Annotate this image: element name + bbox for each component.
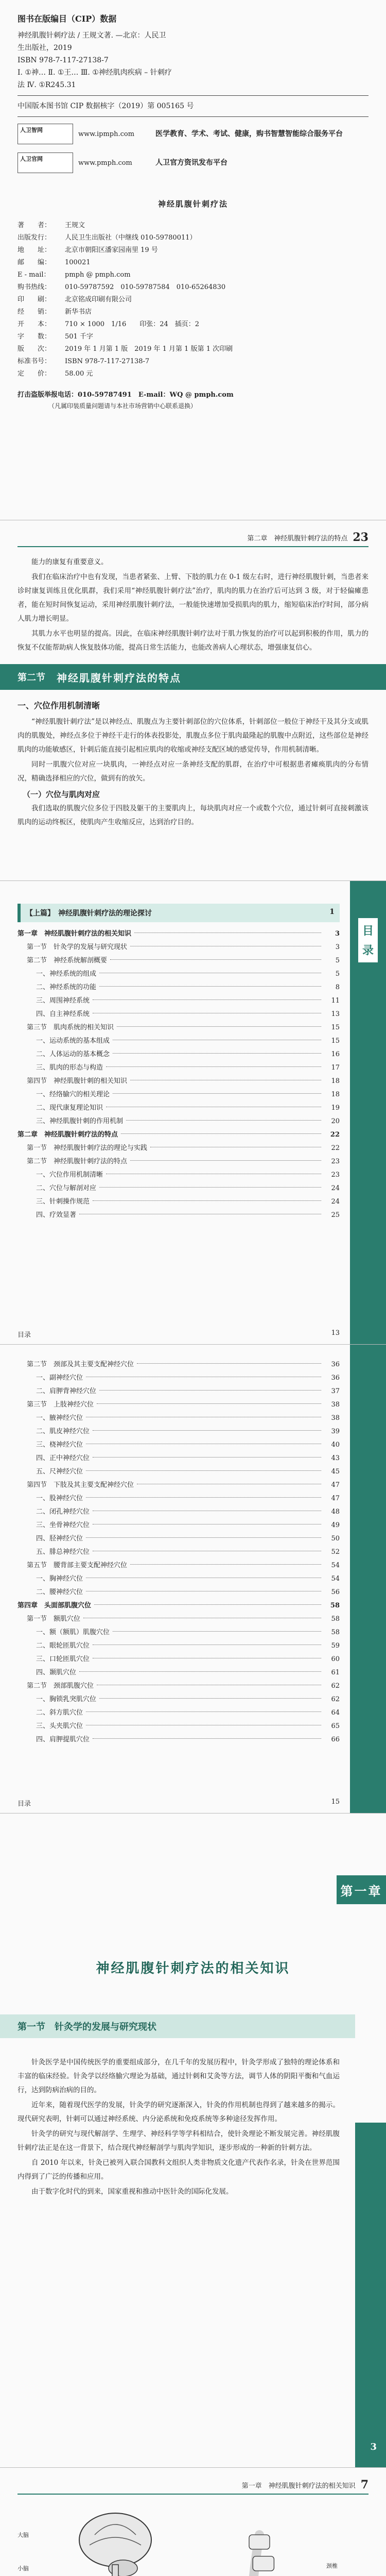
toc-entry-page: 54 <box>331 1562 340 1569</box>
figure-label: 颈椎 <box>326 2563 338 2569</box>
toc-leader-dots <box>86 1537 321 1538</box>
toc-entry-page: 24 <box>331 1198 340 1206</box>
toc-entry-title: 四、肩胛提肌穴位 <box>36 1736 90 1743</box>
copyright-value: 北京铭成印刷有限公司 <box>65 296 132 303</box>
copyright-label: 字 数： <box>17 333 51 341</box>
page-footer <box>17 1329 340 1339</box>
copyright-value: 58.00 元 <box>65 370 93 378</box>
toc-entry[interactable] <box>17 1371 340 1385</box>
toc-entry-page: 56 <box>331 1588 340 1596</box>
toc-entry-page: 23 <box>331 1158 340 1165</box>
toc-entry[interactable] <box>17 1008 340 1021</box>
copyright-value: 501 千字 <box>65 333 93 341</box>
toc-entry-title: 三、神经肌腹针刺的作用机制 <box>36 1117 124 1125</box>
toc-entry-page: 61 <box>331 1669 340 1676</box>
running-head <box>17 2478 369 2495</box>
toc-entry-title: 一、胸神经穴位 <box>36 1575 83 1583</box>
paragraph: 我们选取的肌腹穴位多位于四肢及躯干的主要肌肉上，每块肌肉对应一个或数个穴位，通过针刺可直接刺激该肌肉的运动终板区，使肌肉产生收缩反应，达到治疗目的。 <box>17 804 369 826</box>
toc-leader-dots <box>137 1363 321 1364</box>
paragraph: 我们在临床治疗中也有发现，当患者紧张、上臂、下肢的肌力在 0-1 级左右时，进行神经肌腹针刺，当患者来诊时康复训练且优化肌群，我们采用“神经肌腹针刺疗法”治疗，肌肉的肌力在治疗后可达到 3 级，对于轻偏瘫患者，能在短时间恢复运动，采用神经肌腹针刺疗法，一般能快速增加受损肌肉的肌力，缩短临床治疗时间，部分病人肌力增长明显。 <box>17 573 369 623</box>
toc-entry[interactable] <box>17 1693 340 1706</box>
toc-entry[interactable] <box>17 1532 340 1546</box>
toc-entry[interactable] <box>17 1021 340 1035</box>
toc-entry-title: 第二节 颈部肌腹穴位 <box>27 1682 94 1690</box>
toc-entry[interactable] <box>17 1626 340 1639</box>
toc-entry-title: 四、胫神经穴位 <box>36 1535 83 1543</box>
figure-label: 小脑 <box>17 2565 29 2572</box>
return-note: （凡属印装质量问题请与本社市场营销中心联系退换） <box>48 402 197 410</box>
toc-entry-title: 第二节 神经肌腹针刺疗法的特点 <box>27 1158 128 1165</box>
toc-entry-title: 五、尺神经穴位 <box>36 1468 83 1476</box>
toc-entry-title: 一、运动系统的基本组成 <box>36 1037 110 1045</box>
toc-entry-title: 一、神经系统的组成 <box>36 970 97 978</box>
toc-entry-page: 45 <box>331 1468 340 1476</box>
paragraph: 针灸学的研究与现代解剖学、生理学、神经科学等学科相结合，使针灸理论不断发展完善。神经肌腹针刺疗法正是在这一背景下，结合现代神经解剖学与肌肉学知识，逐步形成的一种新的针刺方法。 <box>17 2130 340 2152</box>
copyright-row <box>17 331 369 343</box>
cip-line: 神经肌腹针刺疗法 / 王规文著. —北京：人民卫 <box>17 31 166 40</box>
toc-entry-page: 58 <box>331 1615 340 1623</box>
paragraph: 能力的康复有重要意义。 <box>31 558 108 566</box>
toc-rows <box>17 927 340 1222</box>
copyright-row <box>17 318 369 331</box>
toc-leader-dots <box>93 1457 321 1458</box>
toc-entry-title: 第四节 神经肌腹针刺的相关知识 <box>27 1077 128 1085</box>
copyright-label: 开 本： <box>17 320 51 328</box>
copyright-row <box>17 355 369 368</box>
paragraph: 针灸医学是中国传统医学的重要组成部分，在几千年的发展历程中，针灸学形成了独特的理论体系和丰富的临床经验。针灸学以经络腧穴理论为基础，通过针刺和艾灸等方法，调节人体的阴阳平衡和气血运行，达到防病治病的目的。 <box>17 2058 340 2094</box>
toc-leader-dots <box>130 1564 321 1565</box>
page-footer <box>17 1798 340 1808</box>
toc-entry-page: 18 <box>331 1077 340 1085</box>
copyright-row <box>17 219 369 232</box>
toc-part-heading[interactable] <box>17 904 340 922</box>
toc-entry[interactable] <box>17 1195 340 1209</box>
copyright-label: 标准书号： <box>17 358 51 365</box>
toc-entry-page: 23 <box>331 1171 340 1179</box>
toc-entry[interactable] <box>17 1425 340 1438</box>
toc-entry-title: 五、腓总神经穴位 <box>36 1548 90 1556</box>
cip-line: 生出版社，2019 <box>17 44 72 52</box>
toc-entry-title: 第四节 下肢及其主要支配神经穴位 <box>27 1481 134 1489</box>
toc-entry-page: 20 <box>331 1117 340 1125</box>
toc-leader-dots <box>99 1390 321 1391</box>
page-number: 15 <box>331 1798 340 1806</box>
cip-line: ISBN 978-7-117-27138-7 <box>17 56 109 64</box>
copyright-value: 新华书店 <box>65 308 92 316</box>
toc-entry-title: 四、自主神经系统 <box>36 1010 90 1018</box>
section-band: 第一节 针灸学的发展与研究现状 <box>0 2014 355 2038</box>
toc-entry[interactable] <box>17 1061 340 1075</box>
toc-leader-dots <box>93 999 321 1000</box>
toc-entry-page: 54 <box>331 1575 340 1583</box>
cip-line: Ⅰ. ①神… Ⅱ. ①王… Ⅲ. ①神经肌肉疾病 – 针刺疗 <box>17 69 172 77</box>
toc-entry[interactable] <box>17 927 340 941</box>
toc-leader-dots <box>113 1631 321 1632</box>
cip-block <box>17 29 369 117</box>
toc-entry[interactable] <box>17 1128 340 1142</box>
toc-entry-title: 四、正中神经穴位 <box>36 1454 90 1462</box>
toc-leader-dots <box>79 1671 321 1672</box>
paragraph: “神经肌腹针刺疗法”是以神经点、肌腹点为主要针刺部位的穴位体系，针刺部位一般位于神经干及其分支或肌肉的肌腹处，神经点多位于神经干走行的体表投影处，肌腹点多位于肌肉最隆起的肌腹中点附近，这些部位是神经肌肉的功能敏感区，针刺后能直接引起相应肌肉的收缩或神经支配区域的感觉传导，作用机制清晰。 <box>17 718 369 754</box>
toc-leader-dots <box>110 959 321 960</box>
chapter2-page <box>0 520 386 881</box>
toc-entry-title: 第二章 神经肌腹针刺疗法的特点 <box>17 1131 118 1139</box>
toc-rows <box>17 1358 340 1747</box>
copyright-label: 经 销： <box>17 308 51 316</box>
page-number: 13 <box>331 1329 340 1337</box>
toc-entry-page: 11 <box>331 997 340 1005</box>
toc-entry-title: 一、经络腧穴的相关理论 <box>36 1091 110 1098</box>
logo-box: 人卫官网 <box>17 152 73 173</box>
toc-entry-page: 36 <box>331 1361 340 1368</box>
divider <box>17 116 369 117</box>
copyright-label: 地 址： <box>17 246 51 254</box>
spine-figure <box>17 2504 369 2576</box>
toc-entry[interactable] <box>17 1209 340 1222</box>
subheading: （一）穴位与肌肉对应 <box>23 790 100 799</box>
toc-entry-page: 58 <box>330 1602 340 1609</box>
toc-entry-page: 38 <box>331 1401 340 1409</box>
toc-entry-page: 8 <box>335 984 340 991</box>
toc-entry-page: 24 <box>331 1184 340 1192</box>
toc-entry-title: 二、神经系统的功能 <box>36 984 97 991</box>
toc-leader-dots <box>113 1053 321 1054</box>
copyright-label: 版 次： <box>17 345 51 353</box>
copyright-row <box>17 343 369 355</box>
toc-leader-dots <box>86 1711 321 1712</box>
toc-entry[interactable] <box>17 994 340 1008</box>
toc-entry-page: 62 <box>331 1682 340 1690</box>
toc-entry[interactable] <box>17 1706 340 1720</box>
copyright-value: 100021 <box>65 259 91 266</box>
cip-line: 法 Ⅳ. ①R245.31 <box>17 81 76 89</box>
toc-entry[interactable] <box>17 1586 340 1599</box>
toc-entry-page: 50 <box>331 1535 340 1543</box>
toc-entry-title: 二、肩胛背神经穴位 <box>36 1387 97 1395</box>
toc-entry-page: 58 <box>331 1629 340 1636</box>
running-head-title: 第一章 神经肌腹针刺疗法的相关知识 <box>241 2482 356 2490</box>
toc-entry[interactable] <box>17 1115 340 1128</box>
chapter-body <box>17 2056 340 2200</box>
toc-entry-page: 22 <box>331 1144 340 1152</box>
spinal-cord-drawing <box>54 2513 177 2576</box>
toc-entry-title: 一、腋神经穴位 <box>36 1414 83 1422</box>
toc-entry-title: 一、股神经穴位 <box>36 1495 83 1502</box>
copyright-row <box>17 244 369 257</box>
toc-entry-page: 18 <box>331 1091 340 1098</box>
toc-list <box>17 1358 340 1747</box>
toc-entry[interactable] <box>17 1155 340 1168</box>
spine-illustration <box>17 2504 369 2576</box>
logo-text: 人卫官方资讯发布平台 <box>155 159 227 167</box>
toc-entry[interactable] <box>17 1720 340 1733</box>
toc-leader-dots <box>86 1470 321 1471</box>
toc-leader-dots <box>106 1066 321 1067</box>
toc-entry[interactable] <box>17 1680 340 1693</box>
toc-entry-title: 第一节 额肌穴位 <box>27 1615 81 1623</box>
toc-entry[interactable] <box>17 1733 340 1747</box>
toc-entry[interactable] <box>17 1048 340 1061</box>
logo-url[interactable]: www.pmph.com <box>78 159 132 167</box>
toc-entry-page: 36 <box>331 1374 340 1382</box>
toc-entry-title: 一、副神经穴位 <box>36 1374 83 1382</box>
toc-leader-dots <box>97 1403 321 1404</box>
toc-entry-title: 二、腰神经穴位 <box>36 1588 83 1596</box>
toc-leader-dots <box>99 1698 321 1699</box>
toc-entry-page: 3 <box>335 943 340 951</box>
copyright-value: 北京市朝阳区潘家园南里 19 号 <box>65 246 158 254</box>
copyright-label: E - mail： <box>17 271 50 279</box>
toc-entry-title: 四、颞肌穴位 <box>36 1669 77 1676</box>
toc-entry-title: 第二节 颈部及其主要支配神经穴位 <box>27 1361 134 1368</box>
toc-entry-title: 二、闭孔神经穴位 <box>36 1508 90 1516</box>
copyright-label: 印 刷： <box>17 296 51 303</box>
toc-entry[interactable] <box>17 1546 340 1559</box>
toc-entry-title: 一、穴位作用机制清晰 <box>36 1171 103 1179</box>
toc-entry-title: 三、坐骨神经穴位 <box>36 1521 90 1529</box>
copyright-value: 710 × 1000 1/16 印张：24 插页：2 <box>65 320 200 328</box>
toc-leader-dots <box>130 1160 321 1161</box>
section-number: 第二节 <box>17 672 45 683</box>
toc-entry[interactable] <box>17 1358 340 1371</box>
toc-entry[interactable] <box>17 1412 340 1425</box>
copyright-label: 购书热线： <box>17 283 51 291</box>
logo-row <box>17 151 369 175</box>
section-band <box>0 664 386 690</box>
toc-entry[interactable] <box>17 1075 340 1088</box>
toc-entry-page: 47 <box>331 1481 340 1489</box>
copyright-row <box>17 368 369 380</box>
toc-entry-page: 15 <box>331 1024 340 1031</box>
toc-entry-title: 第一节 针灸学的发展与研究现状 <box>27 943 128 951</box>
copyright-row <box>17 306 369 318</box>
figure-label: 大脑 <box>17 2532 29 2538</box>
toc-entry[interactable] <box>17 1101 340 1115</box>
toc-leader-dots <box>86 1497 321 1498</box>
copyright-row <box>17 281 369 294</box>
toc-entry[interactable] <box>17 1505 340 1519</box>
toc-entry[interactable] <box>17 1438 340 1452</box>
toc-entry-page: 3 <box>335 930 340 938</box>
toc-leader-dots <box>99 986 321 987</box>
toc-entry[interactable] <box>17 1492 340 1505</box>
paragraph: 自 2010 年以来，针灸已被列入联合国教科文组织人类非物质文化遗产代表作名录，针灸在世界范围内得到了广泛的传播和应用。 <box>17 2159 340 2181</box>
chapter-tab: 第一章 <box>337 1875 386 1904</box>
copyright-label: 著 者： <box>17 222 51 229</box>
copyright-value: 人民卫生出版社（中继线 010-59780011） <box>65 234 197 242</box>
toc-entry-title: 三、头夹肌穴位 <box>36 1722 83 1730</box>
cip-title: 图书在版编目（CIP）数据 <box>17 14 117 24</box>
toc-leader-dots <box>126 1120 321 1121</box>
copyright-value: 010-59787592 010-59787584 010-65264830 <box>65 283 226 291</box>
toc-entry-title: 一、额（额肌）肌腹穴位 <box>36 1629 110 1636</box>
toc-entry[interactable] <box>17 1385 340 1398</box>
divider <box>17 95 369 96</box>
toc-entry-page: 62 <box>331 1696 340 1703</box>
page-number: 23 <box>353 531 369 544</box>
toc-entry[interactable] <box>17 1572 340 1586</box>
toc-entry-page: 13 <box>331 1010 340 1018</box>
toc-leader-dots <box>93 1200 321 1201</box>
running-head <box>17 531 369 547</box>
toc-entry[interactable] <box>17 1653 340 1666</box>
toc-entry-title: 第一节 神经肌腹针刺疗法的理论与实践 <box>27 1144 148 1152</box>
toc-page-1 <box>0 881 386 1345</box>
toc-leader-dots <box>93 1738 321 1739</box>
copyright-row <box>17 232 369 244</box>
toc-entry-title: 二、穴位与解剖对应 <box>36 1184 97 1192</box>
toc-entry-page: 5 <box>335 970 340 978</box>
toc-entry[interactable] <box>17 1639 340 1653</box>
toc-entry-title: 三、口轮匝肌穴位 <box>36 1655 90 1663</box>
toc-entry-page: 60 <box>331 1655 340 1663</box>
copyright-row <box>17 257 369 269</box>
toc-entry[interactable] <box>17 981 340 994</box>
toc-entry-page: 22 <box>330 1131 340 1139</box>
toc-entry-title: 一、胸锁乳突肌穴位 <box>36 1696 97 1703</box>
vertebra <box>253 2556 274 2571</box>
toc-entry-title: 三、肌肉的形态与构造 <box>36 1064 103 1072</box>
copyright-page <box>0 0 386 520</box>
copyright-value: pmph @ pmph.com <box>65 271 131 279</box>
toc-entry-title: 二、肌皮神经穴位 <box>36 1428 90 1435</box>
toc-entry[interactable] <box>17 1666 340 1680</box>
copyright-value: 王规文 <box>65 222 85 229</box>
copyright-label: 出版发行： <box>17 234 51 242</box>
toc-part-page: 1 <box>329 908 335 916</box>
toc-entry-page: 25 <box>331 1211 340 1219</box>
toc-entry-page: 64 <box>331 1709 340 1717</box>
toc-entry-page: 65 <box>331 1722 340 1730</box>
toc-entry[interactable] <box>17 1559 340 1572</box>
toc-entry-title: 三、周围神经系统 <box>36 997 90 1005</box>
running-head-title: 第二章 神经肌腹针刺疗法的特点 <box>247 534 348 543</box>
toc-leader-dots <box>117 1026 321 1027</box>
toc-entry[interactable] <box>17 1519 340 1532</box>
copyright-row <box>17 294 369 306</box>
toc-entry-page: 38 <box>331 1414 340 1422</box>
toc-entry-page: 48 <box>331 1508 340 1516</box>
toc-entry-title: 三、针刺操作规范 <box>36 1198 90 1206</box>
toc-entry-page: 16 <box>331 1050 340 1058</box>
toc-side-bar <box>350 1345 386 1813</box>
toc-entry-page: 43 <box>331 1454 340 1462</box>
toc-tab: 目录 <box>357 917 379 963</box>
toc-leader-dots <box>94 1604 321 1605</box>
logo-box: 人卫智网 <box>17 124 73 144</box>
toc-entry-title: 第一章 神经肌腹针刺疗法的相关知识 <box>17 930 132 938</box>
copyright-label: 邮 编： <box>17 259 51 266</box>
copyright-row <box>17 269 369 281</box>
chapter-side-bar <box>355 2123 386 2468</box>
toc-part-title: 【上篇】 神经肌腹针刺疗法的理论探讨 <box>26 909 152 918</box>
toc-page-2 <box>0 1345 386 1814</box>
toc-entry[interactable] <box>17 1599 340 1613</box>
copyright-value: ISBN 978-7-117-27138-7 <box>65 358 150 365</box>
toc-entry[interactable] <box>17 1168 340 1182</box>
page-number: 3 <box>370 2442 377 2452</box>
toc-entry[interactable] <box>17 968 340 981</box>
toc-entry[interactable] <box>17 1479 340 1492</box>
vertebra <box>249 2535 270 2549</box>
logo-url[interactable]: www.ipmph.com <box>78 130 135 138</box>
toc-entry-page: 37 <box>331 1387 340 1395</box>
footer-label: 目录 <box>17 1331 31 1339</box>
paragraph: 其肌力水平也明显的提高。因此，在临床神经肌腹针刺疗法对于肌力恢复的治疗可以起到积极的作用，肌力的恢复不仅能帮助病人恢复肢体功能，提高日常生活能力，也能改善病人心理状态，增强康复信心。 <box>17 630 369 652</box>
subheading: 一、穴位作用机制清晰 <box>17 701 100 710</box>
toc-entry[interactable] <box>17 1142 340 1155</box>
toc-list <box>17 896 340 1222</box>
toc-entry-title: 第三节 肌肉系统的相关知识 <box>27 1024 114 1031</box>
piracy-note: 打击盗版举报电话：010-59787491 E-mail：WQ @ pmph.com <box>17 391 234 399</box>
toc-entry[interactable] <box>17 954 340 968</box>
toc-entry-title: 第四章 头面部肌腹穴位 <box>17 1602 92 1609</box>
toc-entry-page: 59 <box>331 1642 340 1650</box>
paragraph: 由于数字化时代的到来，国家重视和推动中医针灸的国际化发展。 <box>31 2188 233 2196</box>
toc-entry[interactable] <box>17 1182 340 1195</box>
copyright-heading: 神经肌腹针刺疗法 <box>157 199 228 209</box>
chapter1-opener <box>0 1814 386 2468</box>
toc-entry[interactable] <box>17 1035 340 1048</box>
toc-entry[interactable] <box>17 941 340 954</box>
toc-entry-title: 二、斜方肌穴位 <box>36 1709 83 1717</box>
toc-entry-title: 二、现代康复理论知识 <box>36 1104 103 1112</box>
toc-entry-page: 39 <box>331 1428 340 1435</box>
page-number: 7 <box>360 2478 369 2492</box>
toc-entry-page: 17 <box>331 1064 340 1072</box>
toc-entry-page: 52 <box>331 1548 340 1556</box>
toc-entry[interactable] <box>17 1398 340 1412</box>
toc-entry-title: 四、疗效显著 <box>36 1211 77 1219</box>
footer-label: 目录 <box>17 1800 31 1808</box>
toc-entry[interactable] <box>17 1452 340 1465</box>
toc-entry[interactable] <box>17 1465 340 1479</box>
toc-leader-dots <box>113 1093 321 1094</box>
logo-text: 医学教育、学术、考试、健康，购书智慧智能综合服务平台 <box>155 130 343 138</box>
toc-entry-page: 40 <box>331 1441 340 1449</box>
copyright-table <box>17 219 369 380</box>
toc-entry-title: 第三节 上肢神经穴位 <box>27 1401 94 1409</box>
section-title: 神经肌腹针刺疗法的特点 <box>57 671 181 684</box>
copyright-label: 定 价： <box>17 370 51 378</box>
toc-entry-title: 二、眼轮匝肌穴位 <box>36 1642 90 1650</box>
paragraph: 近年来，随着现代医学的发展，针灸学的研究逐渐深入，针灸的作用机制也得到了越来越多的揭示。现代研究表明，针刺可以通过神经系统、内分泌系统和免疫系统等多种途径发挥作用。 <box>17 2101 340 2123</box>
toc-entry-page: 66 <box>331 1736 340 1743</box>
toc-entry[interactable] <box>17 1088 340 1101</box>
chapter-title: 神经肌腹针刺疗法的相关知识 <box>96 1961 290 1976</box>
toc-entry[interactable] <box>17 1613 340 1626</box>
toc-entry-page: 15 <box>331 1037 340 1045</box>
toc-leader-dots <box>121 1133 321 1134</box>
toc-entry-page: 49 <box>331 1521 340 1529</box>
toc-entry-title: 二、人体运动的基本概念 <box>36 1050 110 1058</box>
toc-leader-dots <box>93 1430 321 1431</box>
logo-row <box>17 122 369 146</box>
toc-leader-dots <box>99 1187 321 1188</box>
copyright-value: 2019 年 1 月第 1 版 2019 年 1 月第 1 版第 1 次印刷 <box>65 345 233 353</box>
toc-entry-title: 第五节 腰背部主要支配神经穴位 <box>27 1562 128 1569</box>
toc-entry-page: 47 <box>331 1495 340 1502</box>
toc-entry-title: 三、桡神经穴位 <box>36 1441 83 1449</box>
toc-entry-page: 19 <box>331 1104 340 1112</box>
toc-entry-title: 第二节 神经系统解剖概要 <box>27 957 108 964</box>
paragraph: 同时一肌腹穴位对应一块肌肉，一神经点对应一条神经支配的肌群，在治疗中可根据患者瘫痪肌肉的分布情况，精确选择相应的穴位，做到有的放矢。 <box>17 760 369 783</box>
figure-page <box>0 2468 386 2576</box>
toc-entry-page: 5 <box>335 957 340 964</box>
cip-line: 中国版本图书馆 CIP 数据核字（2019）第 005165 号 <box>17 102 194 110</box>
